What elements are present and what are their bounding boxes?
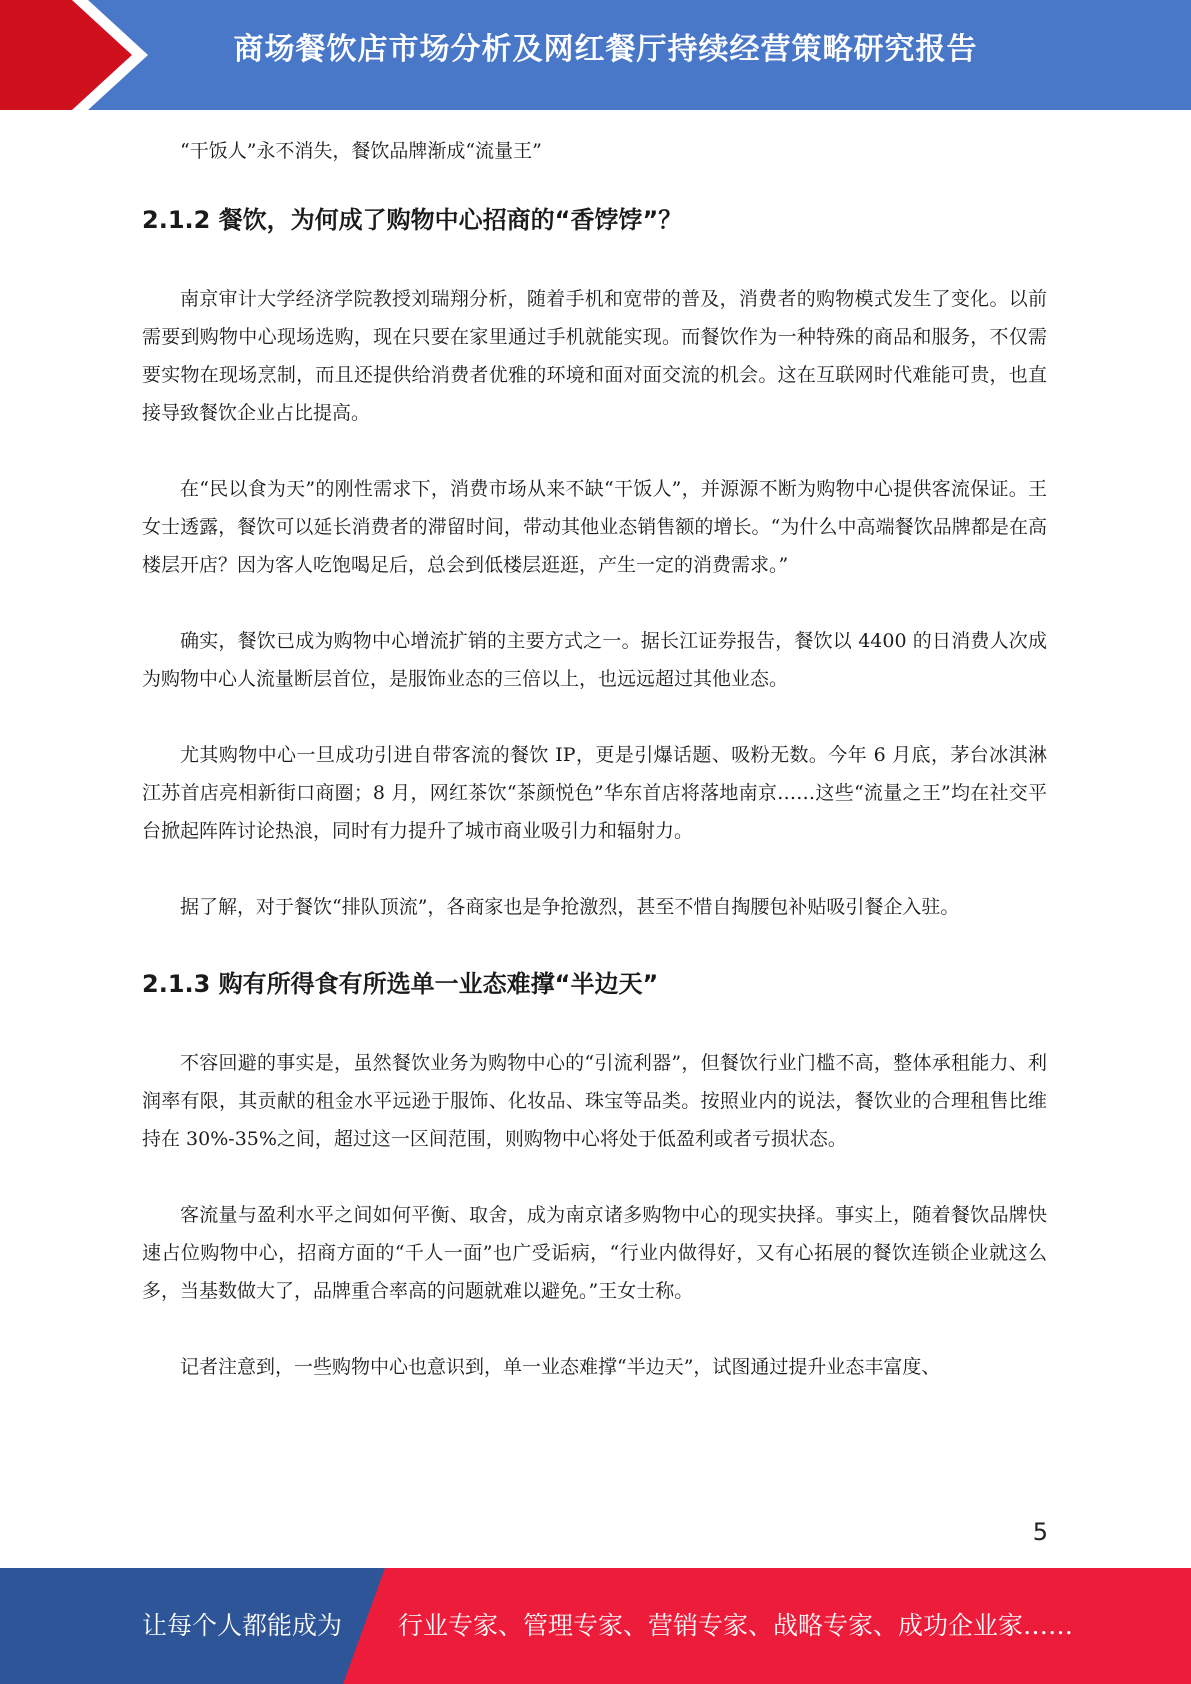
- paragraph: 客流量与盈利水平之间如何平衡、取舍，成为南京诸多购物中心的现实抉择。事实上，随着餐饮品牌快速占位购物中心，招商方面的“千人一面”也广受诟病，“行业内做得好，又有心拓展的餐饮连锁企业就这么多，当基数做大了，品牌重合率高的问题就难以避免。”王女士称。: [142, 1204, 1047, 1302]
- paragraph: 南京审计大学经济学院教授刘瑞翔分析，随着手机和宽带的普及，消费者的购物模式发生了变化。以前需要到购物中心现场选购，现在只要在家里通过手机就能实现。而餐饮作为一种特殊的商品和服务，不仅需要实物在现场烹制，而且还提供给消费者优雅的环境和面对面交流的机会。这在互联网时代难能可贵，也直接导致餐饮企业占比提高。: [142, 288, 1047, 424]
- paragraph: 在“民以食为天”的刚性需求下，消费市场从来不缺“干饭人”，并源源不断为购物中心提供客流保证。王女士透露，餐饮可以延长消费者的滞留时间，带动其他业态销售额的增长。“为什么中高端餐饮品牌都是在高楼层开店？因为客人吃饱喝足后，总会到低楼层逛逛，产生一定的消费需求。”: [142, 478, 1047, 576]
- paragraph: 不容回避的事实是，虽然餐饮业务为购物中心的“引流利器”，但餐饮行业门槛不高，整体承租能力、利润率有限，其贡献的租金水平远逊于服饰、化妆品、珠宝等品类。按照业内的说法，餐饮业的合理租售比维持在 30%-35%之间，超过这一区间范围，则购物中心将处于低盈利或者亏损状态。: [142, 1052, 1047, 1150]
- report-title: 商场餐饮店市场分析及网红餐厅持续经营策略研究报告: [233, 32, 978, 67]
- footer-slogan-right: 行业专家、管理专家、营销专家、战略专家、成功企业家……: [398, 1611, 1074, 1640]
- section-heading-2-1-3: 2.1.3 购有所得食有所选单一业态难撑“半边天”: [142, 970, 659, 998]
- footer-slogan-left: 让每个人都能成为: [142, 1611, 343, 1640]
- page-content: [142, 132, 1047, 1424]
- paragraph: 确实，餐饮已成为购物中心增流扩销的主要方式之一。据长江证券报告，餐饮以 4400 的日消费人次成为购物中心人流量断层首位，是服饰业态的三倍以上，也远远超过其他业态。: [142, 630, 1047, 690]
- section-heading-2-1-2: 2.1.2 餐饮，为何成了购物中心招商的“香饽饽”？: [142, 206, 683, 234]
- paragraph: 记者注意到，一些购物中心也意识到，单一业态难撑“半边天”，试图通过提升业态丰富度、: [180, 1356, 941, 1378]
- page-footer: [0, 1568, 1191, 1684]
- paragraph: 据了解，对于餐饮“排队顶流”，各商家也是争抢激烈，甚至不惜自掏腰包补贴吸引餐企入驻。: [180, 896, 960, 918]
- intro-line: “干饭人”永不消失，餐饮品牌渐成“流量王”: [180, 140, 542, 162]
- paragraph: 尤其购物中心一旦成功引进自带客流的餐饮 IP，更是引爆话题、吸粉无数。今年 6 月底，茅台冰淇淋江苏首店亮相新街口商圈；8 月，网红茶饮“茶颜悦色”华东首店将落地南京……这些“流量之王”均在社交平台掀起阵阵讨论热浪，同时有力提升了城市商业吸引力和辐射力。: [142, 744, 1047, 842]
- page-header: [0, 0, 1191, 110]
- page-number: 5: [1032, 1518, 1048, 1546]
